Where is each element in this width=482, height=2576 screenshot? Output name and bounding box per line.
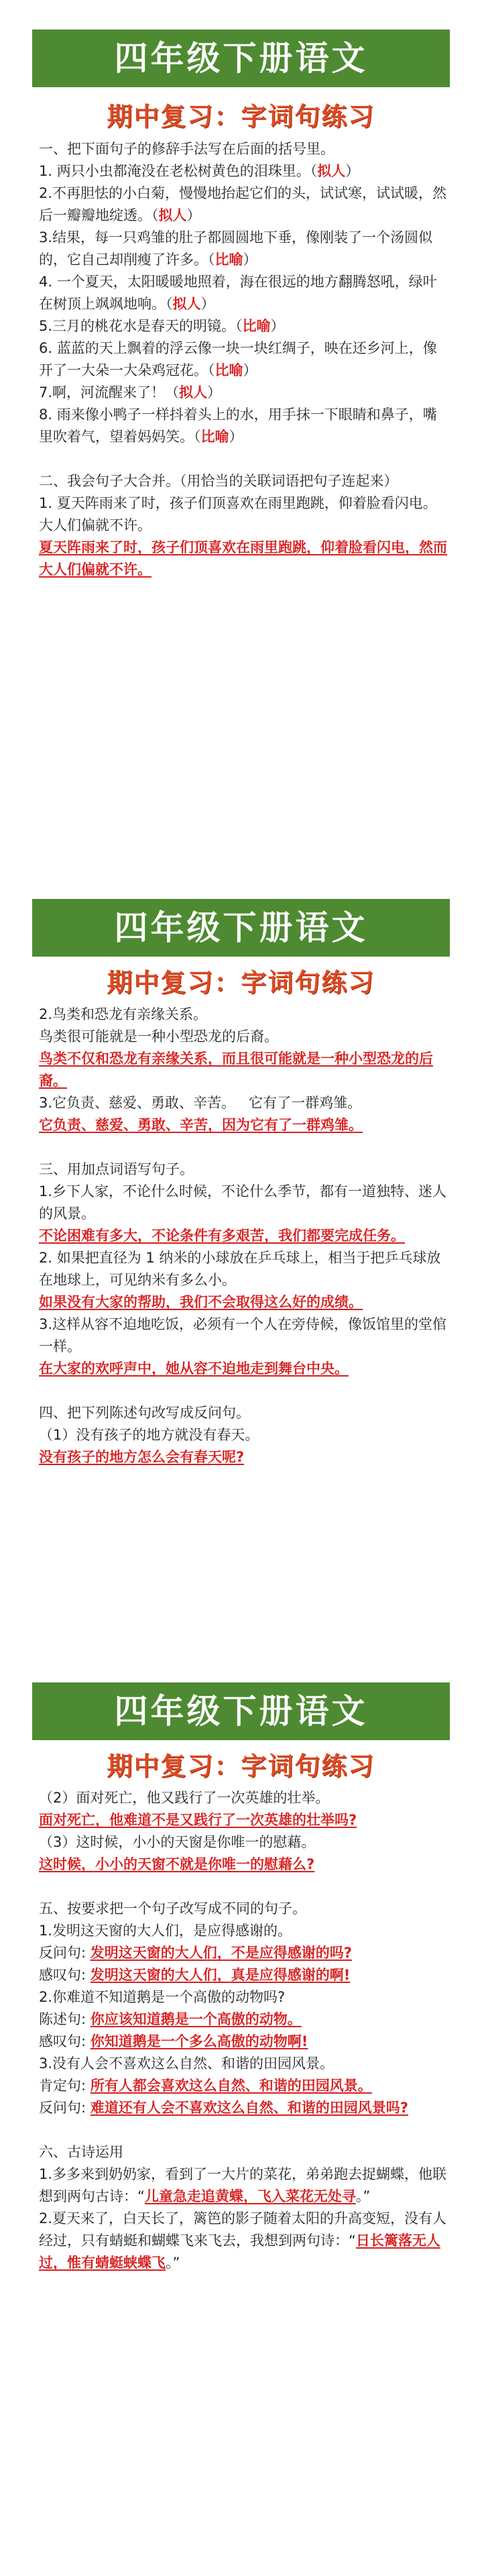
- q4-answer: 没有孩子的地方怎么会有春天呢?: [39, 1449, 245, 1465]
- section-3: [0, 1657, 482, 2576]
- q1-item: 1. 两只小虫都淹没在老松树黄色的泪珠里。（拟人）: [39, 163, 360, 179]
- q5-row: 反问句: 难道还有人会不喜欢这么自然、和谐的田园风景吗?: [39, 2100, 408, 2116]
- q2-question: 大人们偏就不许。: [39, 517, 152, 533]
- section-1-content: [39, 138, 448, 581]
- q3-answer: 如果没有大家的帮助，我们不会取得这么好的成绩。: [39, 1294, 363, 1310]
- section-2: [0, 872, 482, 1637]
- page-subtitle: 期中复习：字词句练习: [107, 968, 375, 998]
- q2-question: 1. 夏天阵雨来了时，孩子们顶喜欢在雨里跑跳，仰着脸看闪电。: [39, 495, 437, 511]
- q1-item: 3.结果，每一只鸡雏的肚子都圆圆地下垂，像刚装了一个汤圆似的，它自己却削瘦了许多。（比喻）: [39, 229, 433, 268]
- q2-heading: 二、我会句子大合并。（用恰当的关联词语把句子连起来）: [39, 473, 398, 489]
- q4-question: （3）这时候，小小的天窗是你唯一的慰藉。: [39, 1834, 316, 1850]
- q6-heading: 六、古诗运用: [39, 2144, 123, 2160]
- q1-item: 5.三月的桃花水是春天的明镜。（比喻）: [39, 318, 285, 334]
- q3-answer: 在大家的欢呼声中，她从容不迫地走到舞台中央。: [39, 1360, 349, 1377]
- q4-question: （1）没有孩子的地方就没有春天。: [39, 1427, 259, 1443]
- q5-row: 反问句: 发明这天窗的大人们，不是应得感谢的吗?: [39, 1945, 352, 1961]
- q3-question: 1.乡下人家，不论什么时候，不论什么季节，都有一道独特、迷人的风景。: [39, 1183, 447, 1222]
- q3-question: 2. 如果把直径为 1 纳米的小球放在乒乓球上，相当于把乒乓球放在地球上，可见纳米有多么小。: [39, 1250, 441, 1288]
- section-2-content: [39, 1004, 448, 1468]
- q5-heading: 五、按要求把一个句子改写成不同的句子。: [39, 1900, 306, 1917]
- section-3-content: [39, 1787, 448, 2274]
- q5-row: 感叹句: 你知道鹅是一个多么高傲的动物啊!: [39, 2033, 308, 2049]
- page-subtitle: 期中复习：字词句练习: [107, 1752, 375, 1781]
- q6-item: 1.多多来到奶奶家，看到了一大片的菜花，弟弟跑去捉蝴蝶，他联想到两句古诗：“儿童急走追黄蝶，飞入菜花无处寻。”: [39, 2166, 447, 2204]
- q4-answer: 这时候，小小的天窗不就是你唯一的慰藉么?: [39, 1856, 315, 1872]
- q1-item: 4. 一个夏天，太阳暖暖地照着，海在很远的地方翻腾怒吼，绿叶在树顶上飒飒地响。（拟人）: [39, 274, 437, 312]
- page-title: 四年级下册语文: [32, 30, 450, 87]
- q5-row: 陈述句: 你应该知道鹅是一个高傲的动物。: [39, 2011, 302, 2027]
- q2-question: 鸟类很可能就是一种小型恐龙的后裔。: [39, 1028, 278, 1044]
- q6-item: 2.夏天来了，白天长了，篱笆的影子随着太阳的升高变短，没有人经过，只有蜻蜓和蝴蝶飞来飞去，我想到两句诗：“日长篱落无人过，惟有蜻蜓蛱蝶飞。”: [39, 2210, 447, 2271]
- q3-question: 3.这样从容不迫地吃饭，必须有一个人在旁侍候，像饭馆里的堂倌一样。: [39, 1316, 447, 1354]
- q2-answer: 夏天阵雨来了时，孩子们顶喜欢在雨里跑跳，仰着脸看闪电，然而大人们偏就不许。: [39, 539, 447, 578]
- q4-question: （2）面对死亡，他又践行了一次英雄的壮举。: [39, 1790, 330, 1806]
- section-1: [0, 0, 482, 845]
- q1-item: 7.啊，河流醒来了！（拟人）: [39, 384, 222, 400]
- q4-answer: 面对死亡，他难道不是又践行了一次英雄的壮举吗?: [39, 1812, 357, 1828]
- q5-question: 2.你难道不知道鹅是一个高傲的动物吗?: [39, 1989, 286, 2005]
- q2-answer: 它负责、慈爱、勇敢、辛苦，因为它有了一群鸡雏。: [39, 1117, 363, 1133]
- q5-question: 3.没有人会不喜欢这么自然、和谐的田园风景。: [39, 2055, 335, 2072]
- q4-heading: 四、把下列陈述句改写成反问句。: [39, 1405, 250, 1421]
- q3-heading: 三、用加点词语写句子。: [39, 1161, 194, 1177]
- q1-item: 8. 雨来像小鸭子一样抖着头上的水，用手抹一下眼睛和鼻子，嘴里吹着气，望着妈妈笑。（比喻）: [39, 407, 437, 445]
- q2-question: 3.它负责、慈爱、勇敢、辛苦。 它有了一群鸡雏。: [39, 1095, 362, 1111]
- page-title: 四年级下册语文: [32, 899, 450, 957]
- q5-question: 1.发明这天窗的大人们，是应得感谢的。: [39, 1923, 292, 1939]
- q1-item: 2.不再胆怯的小白菊，慢慢地抬起它们的头，试试寒，试试暖，然后一瓣瓣地绽透。（拟人）: [39, 185, 447, 223]
- q5-row: 肯定句: 所有人都会喜欢这么自然、和谐的田园风景。: [39, 2078, 372, 2094]
- q3-answer: 不论困难有多大，不论条件有多艰苦，我们都要完成任务。: [39, 1228, 405, 1244]
- q2-answer: 鸟类不仅和恐龙有亲缘关系，而且很可能就是一种小型恐龙的后裔。: [39, 1051, 433, 1089]
- q1-heading: 一、把下面句子的修辞手法写在后面的括号里。: [39, 141, 335, 157]
- q5-row: 感叹句: 发明这天窗的大人们，真是应得感谢的啊!: [39, 1967, 351, 1983]
- q2-question: 2.鸟类和恐龙有亲缘关系。: [39, 1006, 208, 1022]
- page-subtitle: 期中复习：字词句练习: [107, 102, 375, 131]
- q1-item: 6. 蓝蓝的天上飘着的浮云像一块一块红绸子，映在还乡河上，像开了一大朵一大朵鸡冠花。（比喻）: [39, 340, 437, 378]
- page-title: 四年级下册语文: [32, 1682, 450, 1740]
